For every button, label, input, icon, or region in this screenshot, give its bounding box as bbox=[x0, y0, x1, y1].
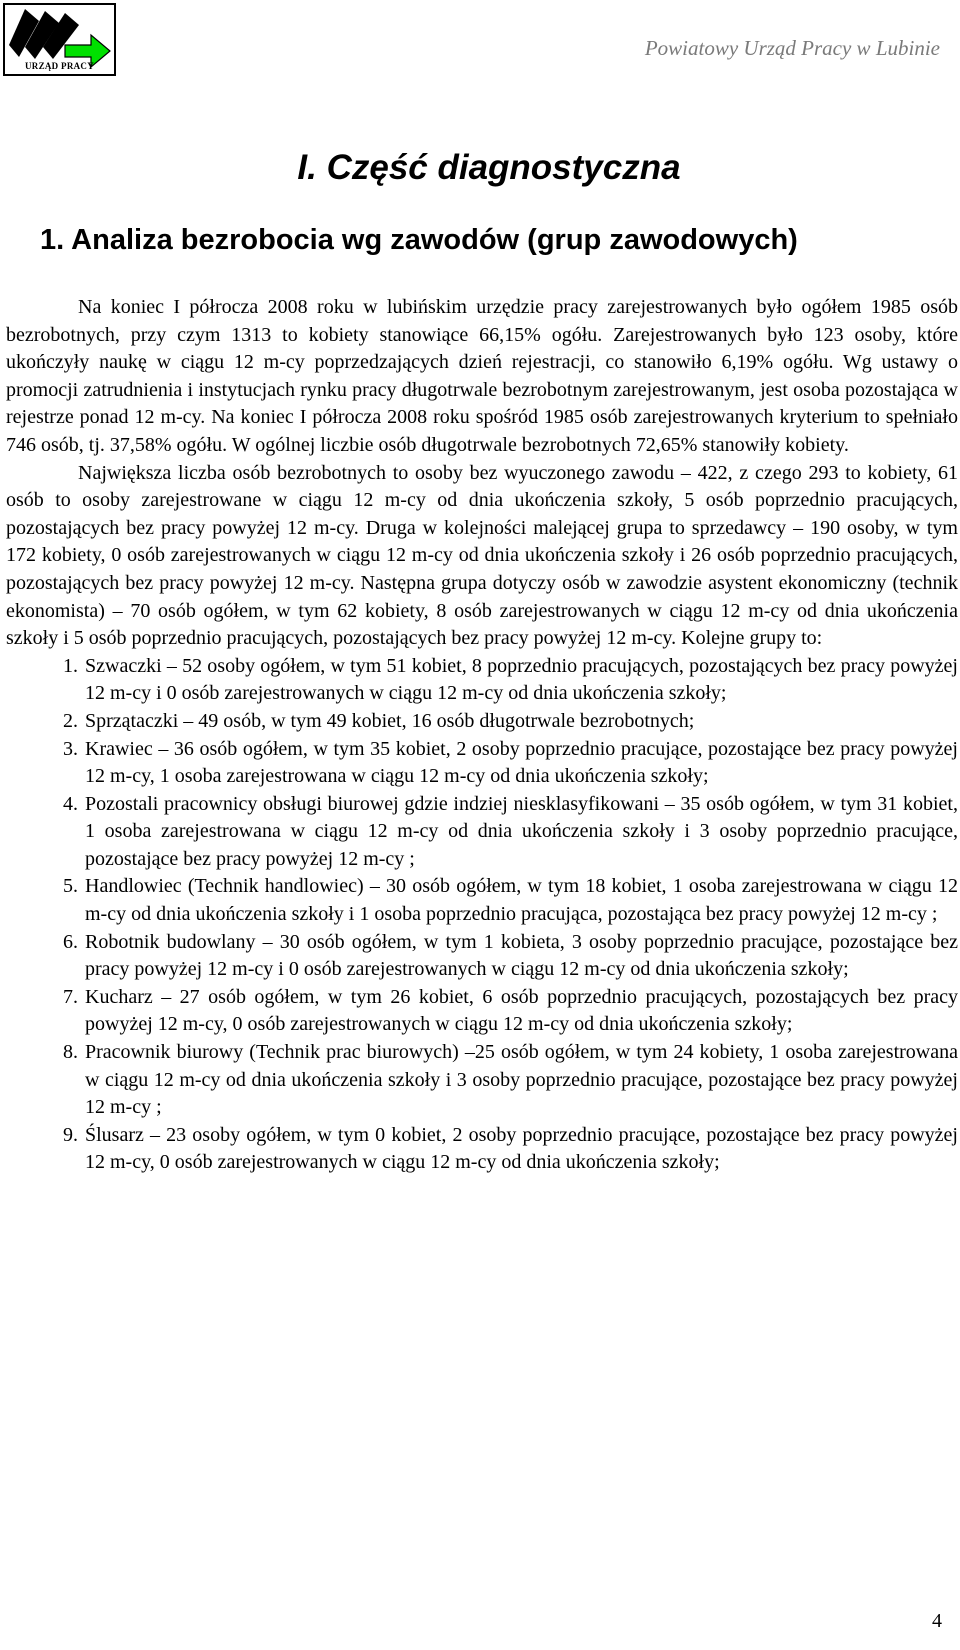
section-title: Analiza bezrobocia wg zawodów (grup zawodowych) bbox=[71, 224, 798, 256]
section-heading bbox=[40, 224, 798, 257]
section-number: 1. bbox=[40, 224, 65, 256]
logo-text: URZĄD PRACY bbox=[24, 61, 95, 71]
page-number: 4 bbox=[932, 1610, 942, 1632]
list-item: 6. Robotnik budowlany – 30 osób ogółem, w tym 1 kobieta, 3 osoby poprzednio pracujące, pozostające bez pracy powyżej 12 m-cy i 0 osób zarejestrowanych w ciągu 12 m-cy od dnia ukończenia szkoły; bbox=[83, 929, 958, 984]
document-body bbox=[6, 294, 958, 1177]
part-title: I. Część diagnostyczna bbox=[297, 148, 681, 187]
paragraph-2: Największa liczba osób bezrobotnych to osoby bez wyuczonego zawodu – 422, z czego 293 to kobiety, 61 osób to osoby zarejestrowane w ciągu 12 m-cy od dnia ukończenia szkoły, 5 osób poprzednio pracujących, pozostających bez pracy powyżej 12 m-cy. Druga w kolejności malejącej grupa to sprzedawcy – 190 osoby, w tym 172 kobiety, 0 osób zarejestrowanych w ciągu 12 m-cy od dnia ukończenia szkoły i 26 osób poprzednio pracujących, pozostających bez pracy powyżej 12 m-cy. Następna grupa dotyczy osób w zawodzie asystent ekonomiczny (technik ekonomista) – 70 osób ogółem, w tym 62 kobiety, 8 osób zarejestrowanych w ciągu 12 m-cy od dnia ukończenia szkoły i 5 osób poprzednio pracujących, pozostających bez pracy powyżej 12 m-cy. Kolejne grupy to: bbox=[6, 461, 958, 650]
list-item: 1. Szwaczki – 52 osoby ogółem, w tym 51 kobiet, 8 poprzednio pracujących, pozostających bez pracy powyżej 12 m-cy i 0 osób zarejestrowanych w ciągu 12 m-cy od dnia ukończenia szkoły; bbox=[83, 653, 958, 708]
office-name: Powiatowy Urząd Pracy w Lubinie bbox=[644, 36, 940, 60]
list-item: 2. Sprzątaczki – 49 osób, w tym 49 kobiet, 16 osób długotrwale bezrobotnych; bbox=[83, 708, 958, 736]
occupation-list bbox=[6, 653, 958, 1177]
list-item: 3. Krawiec – 36 osób ogółem, w tym 35 kobiet, 2 osoby poprzednio pracujące, pozostające bez pracy powyżej 12 m-cy, 1 osoba zarejestrowana w ciągu 12 m-cy od dnia ukończenia szkoły; bbox=[83, 736, 958, 791]
list-item: 9. Ślusarz – 23 osoby ogółem, w tym 0 kobiet, 2 osoby poprzednio pracujące, pozostające bez pracy powyżej 12 m-cy, 0 osób zarejestrowanych w ciągu 12 m-cy od dnia ukończenia szkoły; bbox=[83, 1122, 958, 1177]
office-logo bbox=[3, 3, 116, 76]
list-item: 7. Kucharz – 27 osób ogółem, w tym 26 kobiet, 6 osób poprzednio pracujących, pozostających bez pracy powyżej 12 m-cy, 0 osób zarejestrowanych w ciągu 12 m-cy od dnia ukończenia szkoły; bbox=[83, 984, 958, 1039]
list-item: 8. Pracownik biurowy (Technik prac biurowych) –25 osób ogółem, w tym 24 kobiety, 1 osoba zarejestrowana w ciągu 12 m-cy od dnia ukończenia szkoły i 3 osoby poprzednio pracujące, pozostające bez pracy powyżej 12 m-cy ; bbox=[83, 1039, 958, 1122]
paragraph-1: Na koniec I półrocza 2008 roku w lubińskim urzędzie pracy zarejestrowanych było ogółem 1985 osób bezrobotnych, przy czym 1313 to kobiety stanowiące 66,15% ogółu. Zarejestrowanych było 123 osoby, które ukończyły naukę w ciągu 12 m-cy poprzedzających dzień rejestracji, co stanowiło 6,19% ogółu. Wg ustawy o promocji zatrudnienia i instytucjach rynku pracy długotrwale bezrobotnym zarejestrowanym, jest osoba pozostająca w rejestrze ponad 12 m-cy. Na koniec I półrocza 2008 roku spośród 1985 osób zarejestrowanych kryterium to spełniało 746 osób, tj. 37,58% ogółu. W ogólnej liczbie osób długotrwale bezrobotnych 72,65% stanowiły kobiety. bbox=[6, 296, 958, 456]
list-item: 4. Pozostali pracownicy obsługi biurowej gdzie indziej niesklasyfikowani – 35 osób ogółem, w tym 31 kobiet, 1 osoba zarejestrowana w ciągu 12 m-cy od dnia ukończenia szkoły i 3 osoby poprzednio pracujące, pozostające bez pracy powyżej 12 m-cy ; bbox=[83, 791, 958, 874]
list-item: 5. Handlowiec (Technik handlowiec) – 30 osób ogółem, w tym 18 kobiet, 1 osoba zarejestrowana w ciągu 12 m-cy od dnia ukończenia szkoły i 1 osoba poprzednio pracująca, pozostająca bez pracy powyżej 12 m-cy ; bbox=[83, 873, 958, 928]
